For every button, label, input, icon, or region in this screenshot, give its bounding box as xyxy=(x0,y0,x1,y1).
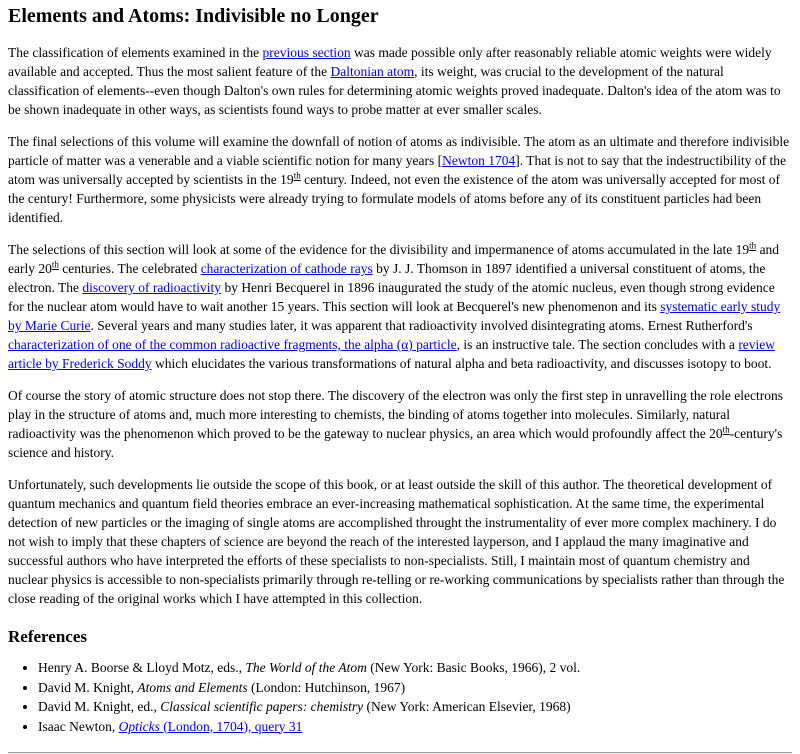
text-run: , is an instructive tale. The section concludes with a xyxy=(456,337,739,352)
text-link[interactable]: characterization of cathode rays xyxy=(200,261,373,276)
page-title: Elements and Atoms: Indivisible no Longer xyxy=(8,5,379,27)
text-run: Of course the story of atomic structure does not stop there. The discovery of the electron was only the first step in unravelling the role electrons play in the structure of atoms and, much more interesting to chemists, the binding of atoms together into molecules. Similarly, natural radioactivity was the phenomenon which proved to be the gateway to nuclear physics, an area which would profoundly affect the 20 xyxy=(8,388,784,441)
paragraph-final-selections xyxy=(8,132,792,227)
text-run: (London: Hutchinson, 1967) xyxy=(247,679,406,695)
paragraph-section-evidence xyxy=(8,240,792,373)
ordinal-superscript: th xyxy=(293,170,301,181)
reference-item xyxy=(38,658,792,678)
ordinal-superscript: th xyxy=(51,259,59,270)
text-run: Unfortunately, such developments lie outside the scope of this book, or at least outside the skill of this author. The theoretical development of quantum mechanics and quantum field theories embrace an ever-increasing mathematical sophistication. At the same time, the experimental detection of new particles or the imaging of single atoms are accomplished throught the instrumentality of ever more complex machinery. I do not wish to imply that these chapters of science are beyond the reach of the interested layperson, and I applaud the many imaginative and successful authors who have interpreted the efforts of these specialists to non-specialists. Still, I maintain most of quantum chemistry and nuclear physics is accessible to non-specialists primarily through re-telling or re-working communications by specialists rather than through the close reading of the original works which I have attempted in this collection. xyxy=(8,477,785,606)
text-run: The selections of this section will look at some of the evidence for the divisibility and impermanence of atoms accumulated in the late 19 xyxy=(8,242,750,257)
text-run: by J. J. Thomson in 1897 identified a universal constituent of atoms, the electron. The xyxy=(8,261,766,295)
text-link[interactable]: previous section xyxy=(262,45,351,60)
paragraph-atomic-structure xyxy=(8,386,792,462)
text-run: by Henri Becquerel in 1896 inaugurated the study of the atomic nucleus, even though strong evidence for the nuclear atom would have to wait another 15 years. This section will look at Becquerel's new phenomenon and its xyxy=(8,280,775,314)
text-link[interactable]: review article by Frederick Soddy xyxy=(8,337,776,371)
text-run: The classification of elements examined in the xyxy=(8,45,263,60)
text-link[interactable]: Newton 1704 xyxy=(442,153,516,168)
text-run: The final selections of this volume will examine the downfall of notion of atoms as indivisible. The atom as an ultimate and therefore indivisible particle of matter was a venerable and a viable scientific notion for many years [ xyxy=(8,134,790,168)
text-link[interactable]: Daltonian atom xyxy=(330,64,415,79)
italic-title-text: Opticks xyxy=(118,718,160,734)
text-link[interactable]: characterization of one of the common radioactive fragments, the alpha (α) particle xyxy=(8,337,457,352)
text-link[interactable]: discovery of radioactivity xyxy=(82,280,222,295)
italic-title-text: The World of the Atom xyxy=(245,660,367,675)
text-run: centuries. The celebrated xyxy=(58,261,201,276)
italic-title-text: Atoms and Elements xyxy=(137,679,248,695)
text-run: -century's science and history. xyxy=(8,426,783,460)
italic-title-text: Classical scientific papers: chemistry xyxy=(160,699,364,714)
text-run: was made possible only after reasonably reliable atomic weights were widely available and accepted. Thus the most salient feature of the xyxy=(8,45,772,79)
text-run: . Several years and many studies later, it was apparent that radioactivity involved disintegrating atoms. Ernest Rutherford's xyxy=(90,318,753,333)
ordinal-superscript: th xyxy=(722,424,730,435)
references-list xyxy=(8,658,792,736)
reference-item xyxy=(38,717,792,737)
text-link[interactable] xyxy=(119,719,303,734)
reference-item xyxy=(38,678,792,698)
text-run: ]. That is not to say that the indestructibility of the atom was universally accepted by scientists in the 19 xyxy=(8,153,787,187)
text-run: century. Indeed, not even the existence of the atom was universally accepted for most of the century! Furthermore, some physicists were already trying to formulate models of atoms before any of its constituent particles had been identified. xyxy=(8,172,781,225)
text-run: which elucidates the various transformations of natural alpha and beta radioactivity, and discusses isotopy to boot. xyxy=(151,356,772,371)
references-heading: References xyxy=(8,627,87,646)
text-run: (New York: American Elsevier, 1968) xyxy=(363,699,571,714)
text-run: , its weight, was crucial to the development of the natural classification of elements--even though Dalton's own rules for determining atomic weights proved inadequate. Dalton's idea of the atom was to be shown inadequate in other ways, as scientists found ways to probe matter at ever smaller scales. xyxy=(8,64,781,117)
text-run: Isaac Newton, xyxy=(38,718,119,734)
ordinal-superscript: th xyxy=(749,240,757,251)
paragraph-unfortunately xyxy=(8,475,792,608)
text-run: (London, 1704), query 31 xyxy=(159,718,303,734)
reference-item xyxy=(38,697,792,717)
paragraph-intro xyxy=(8,43,792,119)
text-run: and early 20 xyxy=(8,242,780,276)
text-run: David M. Knight, xyxy=(38,679,138,695)
text-run: David M. Knight, ed., xyxy=(38,699,161,714)
text-run: Henry A. Boorse & Lloyd Motz, eds., xyxy=(38,660,246,675)
text-link[interactable]: systematic early study by Marie Curie xyxy=(8,299,781,333)
text-run: (New York: Basic Books, 1966), 2 vol. xyxy=(366,660,581,675)
